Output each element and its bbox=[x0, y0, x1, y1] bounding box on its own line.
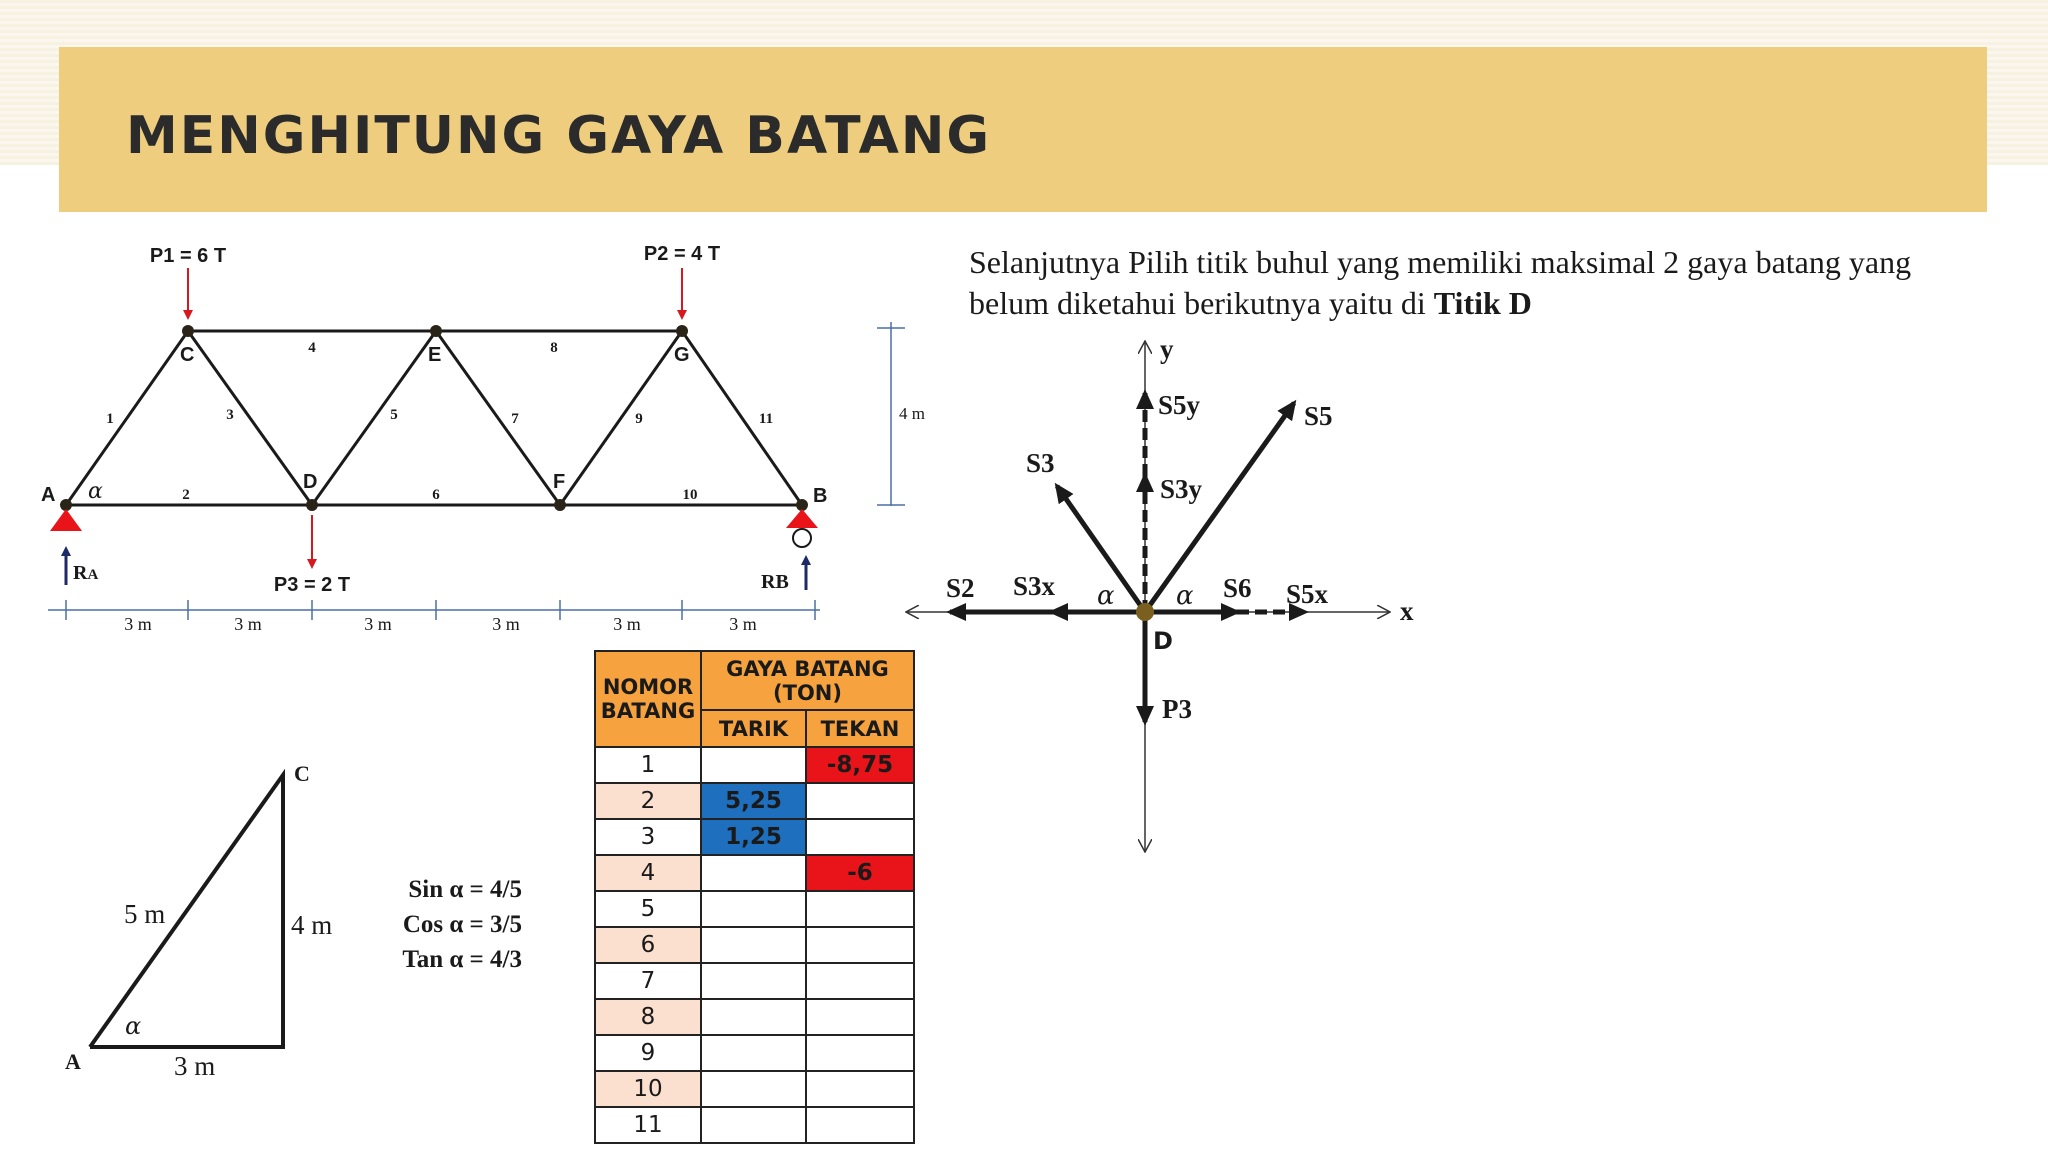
tekan-cell bbox=[806, 783, 914, 819]
fbd-alpha-left: α bbox=[1097, 581, 1115, 611]
member-7 bbox=[436, 331, 560, 505]
member-label-3: 3 bbox=[226, 407, 234, 423]
node-label-c: C bbox=[180, 344, 195, 366]
member-label-9: 9 bbox=[635, 411, 643, 427]
row-number: 8 bbox=[595, 999, 701, 1035]
table-row bbox=[595, 855, 914, 891]
span-label-2: 3 m bbox=[234, 614, 262, 634]
member-11 bbox=[682, 331, 802, 505]
joint-f bbox=[554, 499, 566, 511]
tarik-cell bbox=[701, 963, 806, 999]
node-label-d: D bbox=[303, 471, 318, 493]
fbd-alpha-right: α bbox=[1176, 581, 1194, 611]
tekan-cell bbox=[806, 891, 914, 927]
fbd-forces bbox=[950, 393, 1305, 722]
span-dimension-line bbox=[48, 600, 820, 620]
fbd-label-s5y: S5y bbox=[1158, 390, 1201, 420]
fbd-label-s3: S3 bbox=[1026, 448, 1055, 478]
table-row bbox=[595, 1071, 914, 1107]
table-row bbox=[595, 999, 914, 1035]
tekan-cell bbox=[806, 1035, 914, 1071]
header-gaya: GAYA BATANG (TON) bbox=[701, 651, 914, 710]
roller-b bbox=[793, 529, 811, 547]
tarik-cell bbox=[701, 1071, 806, 1107]
member-5 bbox=[312, 331, 436, 505]
fbd-node-label: D bbox=[1153, 627, 1173, 655]
tekan-cell bbox=[806, 1107, 914, 1143]
header-tekan: TEKAN bbox=[806, 710, 914, 747]
load-label-p1: P1 = 6 T bbox=[149, 245, 227, 267]
triangle-vert-label: 4 m bbox=[291, 910, 333, 940]
fbd-label-s3y: S3y bbox=[1160, 474, 1203, 504]
table-row bbox=[595, 747, 914, 783]
tekan-cell: -6 bbox=[806, 855, 914, 891]
tarik-cell bbox=[701, 855, 806, 891]
tarik-cell bbox=[701, 999, 806, 1035]
joint-d bbox=[306, 499, 318, 511]
member-label-8: 8 bbox=[550, 340, 558, 356]
table-row bbox=[595, 963, 914, 999]
member-label-1: 1 bbox=[106, 411, 114, 427]
load-label-p2: P2 = 4 T bbox=[643, 243, 721, 265]
member-label-10: 10 bbox=[682, 487, 698, 503]
intro-emphasis: Titik D bbox=[1433, 285, 1532, 321]
row-number: 11 bbox=[595, 1107, 701, 1143]
tarik-cell bbox=[701, 891, 806, 927]
table-row bbox=[595, 1107, 914, 1143]
joint-g bbox=[676, 325, 688, 337]
tekan-cell: -8,75 bbox=[806, 747, 914, 783]
member-9 bbox=[560, 331, 682, 505]
fbd-node-d bbox=[1136, 603, 1154, 621]
fbd-label-s5x: S5x bbox=[1286, 579, 1329, 609]
triangle-vertex-c: C bbox=[294, 761, 310, 786]
member-1 bbox=[66, 331, 188, 505]
tarik-cell bbox=[701, 927, 806, 963]
row-number: 3 bbox=[595, 819, 701, 855]
tekan-cell bbox=[806, 1071, 914, 1107]
tarik-cell: 1,25 bbox=[701, 819, 806, 855]
fbd-label-s6: S6 bbox=[1223, 573, 1252, 603]
tarik-cell: 5,25 bbox=[701, 783, 806, 819]
support-b bbox=[786, 509, 818, 528]
fbd-label-y: y bbox=[1160, 334, 1174, 364]
ratio-triangle bbox=[90, 775, 283, 1047]
span-label-5: 3 m bbox=[613, 614, 641, 634]
joint-e bbox=[430, 325, 442, 337]
tekan-cell bbox=[806, 963, 914, 999]
joint-c bbox=[182, 325, 194, 337]
support-a bbox=[50, 509, 82, 531]
sin-value: Sin α = 4/5 bbox=[408, 876, 522, 903]
row-number: 4 bbox=[595, 855, 701, 891]
triangle-hyp-label: 5 m bbox=[124, 899, 166, 929]
cos-value: Cos α = 3/5 bbox=[402, 911, 522, 938]
fbd-label-s3x: S3x bbox=[1013, 571, 1056, 601]
node-label-g: G bbox=[674, 344, 690, 366]
tarik-cell bbox=[701, 1107, 806, 1143]
table-row bbox=[595, 891, 914, 927]
fbd-label-p3: P3 bbox=[1162, 694, 1192, 724]
node-label-b: B bbox=[813, 485, 828, 507]
tekan-cell bbox=[806, 999, 914, 1035]
row-number: 5 bbox=[595, 891, 701, 927]
table-row bbox=[595, 1035, 914, 1071]
table-row bbox=[595, 783, 914, 819]
tarik-cell bbox=[701, 1035, 806, 1071]
node-label-e: E bbox=[428, 344, 442, 366]
tekan-cell bbox=[806, 819, 914, 855]
member-3 bbox=[188, 331, 312, 505]
tekan-cell bbox=[806, 927, 914, 963]
node-label-a: A bbox=[41, 484, 56, 506]
alpha-label-truss: α bbox=[88, 479, 103, 504]
row-number: 1 bbox=[595, 747, 701, 783]
member-label-4: 4 bbox=[308, 340, 316, 356]
member-label-11: 11 bbox=[758, 411, 774, 427]
row-number: 9 bbox=[595, 1035, 701, 1071]
triangle-vertex-a: A bbox=[65, 1049, 81, 1074]
row-number: 10 bbox=[595, 1071, 701, 1107]
row-number: 6 bbox=[595, 927, 701, 963]
member-label-6: 6 bbox=[432, 487, 440, 503]
table-row bbox=[595, 819, 914, 855]
node-label-f: F bbox=[553, 471, 566, 493]
span-label-1: 3 m bbox=[124, 614, 152, 634]
span-label-3: 3 m bbox=[364, 614, 392, 634]
triangle-alpha: α bbox=[125, 1012, 142, 1040]
row-number: 7 bbox=[595, 963, 701, 999]
intro-sentence: Selanjutnya Pilih titik buhul yang memiliki maksimal 2 gaya batang yang belum diketahui berikutnya yaitu di bbox=[969, 244, 1912, 321]
trig-ratios bbox=[380, 872, 522, 977]
fbd-label-s5: S5 bbox=[1304, 401, 1333, 431]
force-s5-arrow bbox=[1145, 403, 1294, 612]
member-label-7: 7 bbox=[511, 411, 519, 427]
row-number: 2 bbox=[595, 783, 701, 819]
member-label-5: 5 bbox=[390, 407, 398, 423]
load-label-p3: P3 = 2 T bbox=[273, 574, 351, 596]
span-label-4: 3 m bbox=[492, 614, 520, 634]
reaction-label-ra: RA bbox=[73, 562, 99, 584]
force-table bbox=[594, 650, 915, 1144]
reaction-label-rb: RB bbox=[761, 571, 789, 593]
fbd-label-s2: S2 bbox=[946, 573, 975, 603]
fbd-label-x: x bbox=[1400, 596, 1414, 626]
tarik-cell bbox=[701, 747, 806, 783]
triangle-base-label: 3 m bbox=[174, 1051, 216, 1081]
member-label-2: 2 bbox=[182, 487, 190, 503]
table-row bbox=[595, 927, 914, 963]
header-tarik: TARIK bbox=[701, 710, 806, 747]
slide-title: MENGHITUNG GAYA BATANG bbox=[126, 106, 992, 166]
height-label: 4 m bbox=[899, 404, 925, 423]
header-nomor: NOMOR BATANG bbox=[595, 651, 701, 747]
tan-value: Tan α = 4/3 bbox=[402, 946, 522, 973]
span-label-6: 3 m bbox=[729, 614, 757, 634]
